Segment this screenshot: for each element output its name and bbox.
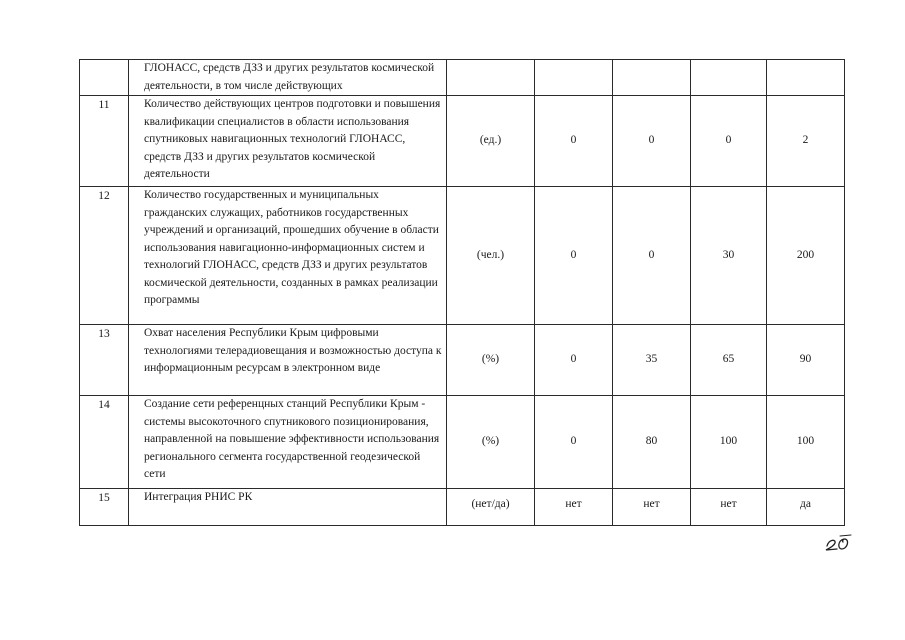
row-number (80, 60, 129, 96)
table-row (80, 396, 845, 489)
indicator-description: ГЛОНАСС, средств ДЗЗ и других результатов космической деятельности, в том числе действующих (129, 60, 447, 96)
value-cell (691, 60, 767, 96)
row-number: 14 (80, 396, 129, 489)
value-cell: 100 (767, 396, 845, 489)
value-cell: да (767, 489, 845, 526)
value-cell: 2 (767, 96, 845, 187)
value-cell: 0 (535, 96, 613, 187)
table-row (80, 96, 845, 187)
indicator-description: Количество государственных и муниципальных гражданских служащих, работников государственных учреждений и организаций, прошедших обучение в области использования навигационно-информационных систем и технологий ГЛОНАСС, средств ДЗЗ и других результатов космической деятельности, созданных в рамках реализации программы (129, 187, 447, 325)
value-cell: 0 (535, 396, 613, 489)
indicator-description: Создание сети референцных станций Республики Крым - системы высокоточного спутникового позиционирования, направленной на повышение эффективности использования регионального сегмента государственной геодезической сети (129, 396, 447, 489)
row-number: 12 (80, 187, 129, 325)
value-cell: 100 (691, 396, 767, 489)
table-row (80, 60, 845, 96)
value-cell: нет (613, 489, 691, 526)
value-cell (613, 60, 691, 96)
value-cell: нет (691, 489, 767, 526)
value-cell: нет (535, 489, 613, 526)
indicators-table (79, 59, 845, 526)
value-cell: 0 (535, 187, 613, 325)
indicator-description: Интеграция РНИС РК (129, 489, 447, 526)
unit-cell: (ед.) (447, 96, 535, 187)
unit-cell: (%) (447, 325, 535, 396)
value-cell (767, 60, 845, 96)
table-row (80, 325, 845, 396)
value-cell: 0 (535, 325, 613, 396)
value-cell: 0 (613, 96, 691, 187)
value-cell: 65 (691, 325, 767, 396)
value-cell: 90 (767, 325, 845, 396)
row-number: 11 (80, 96, 129, 187)
value-cell: 200 (767, 187, 845, 325)
row-number: 13 (80, 325, 129, 396)
table-row (80, 187, 845, 325)
table-row (80, 489, 845, 526)
value-cell: 30 (691, 187, 767, 325)
indicator-description: Охват населения Республики Крым цифровыми технологиями телерадиовещания и возможностью доступа к информационным ресурсам в электронном виде (129, 325, 447, 396)
row-number: 15 (80, 489, 129, 526)
indicator-description: Количество действующих центров подготовки и повышения квалификации специалистов в области использования спутниковых навигационных технологий ГЛОНАСС, средств ДЗЗ и других результатов космической деятельности (129, 96, 447, 187)
value-cell: 0 (691, 96, 767, 187)
unit-cell: (нет/да) (447, 489, 535, 526)
handwritten-page-number (824, 531, 854, 553)
value-cell (535, 60, 613, 96)
unit-cell: (%) (447, 396, 535, 489)
unit-cell (447, 60, 535, 96)
value-cell: 0 (613, 187, 691, 325)
unit-cell: (чел.) (447, 187, 535, 325)
value-cell: 35 (613, 325, 691, 396)
value-cell: 80 (613, 396, 691, 489)
